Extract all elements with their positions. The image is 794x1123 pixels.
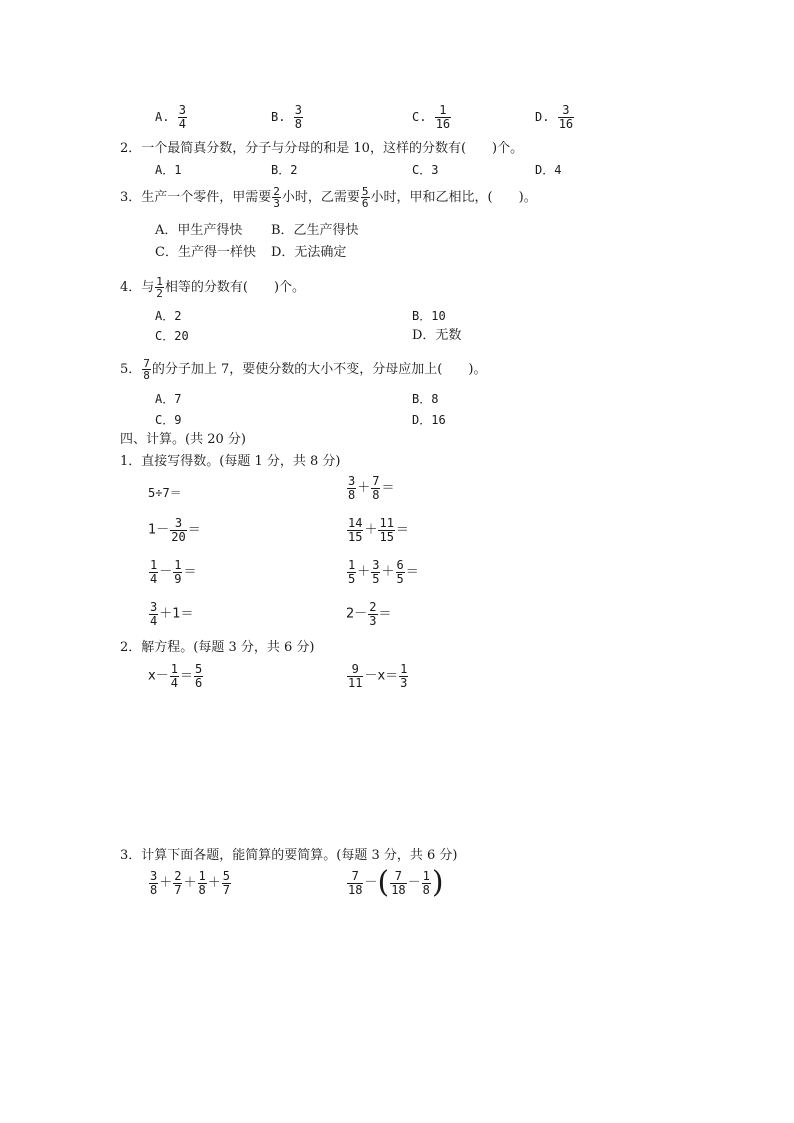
q1-option-c: C. $\frac{1}{16}$ (412, 103, 451, 131)
fraction: $\frac{2}{3}$ (273, 185, 280, 210)
q4-stem: 4．与 $\frac{1}{2}$ 相等的分数有( )个。 (120, 275, 306, 300)
calc-expr-1: 5÷7＝ (148, 486, 182, 500)
q5-option-c: C．9 (155, 413, 182, 427)
calc-expr-3: 1－ $\frac{3}{20}$ ＝ (148, 516, 201, 544)
subsection-1-title: 1．直接写得数。(每题 1 分，共 8 分) (120, 454, 341, 469)
q1-option-b: B. $\frac{3}{8}$ (271, 103, 302, 131)
calc-expr-4: $\frac{14}{15}$ ＋ $\frac{11}{15}$ ＝ (348, 516, 409, 544)
fraction: $\frac{1}{16}$ (435, 103, 451, 131)
fraction: $\frac{3}{4}$ (178, 103, 186, 131)
simplify-expr-2: $\frac{7}{18}$ －( $\frac{7}{18}$ － $\frac{1}{8}$ ) (348, 865, 444, 900)
equation-2: $\frac{9}{11}$ －x＝ $\frac{1}{3}$ (348, 662, 408, 690)
q2-option-d: D．4 (535, 163, 562, 177)
q5-option-d: D．16 (412, 413, 446, 427)
calc-expr-5: $\frac{1}{4}$ － $\frac{1}{9}$ ＝ (150, 558, 197, 586)
fraction: $\frac{11}{15}$ (379, 516, 394, 544)
fraction: $\frac{1}{9}$ (174, 558, 182, 586)
calc-expr-8: 2－ $\frac{2}{3}$ ＝ (346, 600, 392, 628)
q5-option-b: B．8 (412, 392, 439, 406)
q3-option-b: B．乙生产得快 (271, 223, 359, 238)
fraction: $\frac{3}{8}$ (348, 474, 356, 502)
fraction: $\frac{7}{18}$ (391, 868, 406, 897)
calc-expr-7: $\frac{3}{4}$ ＋1＝ (150, 600, 194, 628)
fraction: $\frac{3}{8}$ (294, 103, 302, 131)
q5-option-a: A．7 (155, 392, 182, 406)
fraction: $\frac{7}{8}$ (143, 357, 150, 382)
q1-option-d: D. $\frac{3}{16}$ (535, 103, 574, 131)
calc-expr-2: $\frac{3}{8}$ ＋ $\frac{7}{8}$ ＝ (348, 474, 395, 502)
fraction: $\frac{2}{7}$ (174, 869, 182, 897)
simplify-expr-1: $\frac{3}{8}$ ＋ $\frac{2}{7}$ ＋ $\frac{1}{8}$ ＋ $\frac{5}{7}$ (150, 869, 230, 897)
fraction: $\frac{5}{7}$ (222, 869, 230, 897)
q3-option-c: C．生产得一样快 (155, 245, 256, 260)
fraction: $\frac{9}{11}$ (348, 662, 363, 690)
q2-stem: 2．一个最简真分数，分子与分母的和是 10，这样的分数有( )个。 (120, 141, 524, 156)
q4-option-d: D．无数 (412, 328, 462, 343)
fraction: $\frac{2}{3}$ (369, 600, 377, 628)
q2-option-b: B．2 (271, 163, 298, 177)
q4-option-c: C．20 (155, 329, 189, 343)
q5-stem: 5． $\frac{7}{8}$ 的分子加上 7，要使分数的大小不变，分母应加上( )。 (120, 357, 487, 382)
fraction: $\frac{1}{4}$ (150, 558, 158, 586)
q3-stem: 3．生产一个零件，甲需要 $\frac{2}{3}$ 小时，乙需要 $\frac{5}{6}$ 小时，甲和乙相比，( )。 (120, 185, 537, 210)
fraction: $\frac{5}{6}$ (194, 662, 203, 690)
fraction: $\frac{7}{18}$ (348, 868, 363, 897)
fraction: $\frac{3}{16}$ (558, 103, 574, 131)
q3-option-a: A．甲生产得快 (155, 223, 243, 238)
fraction: $\frac{3}{4}$ (150, 600, 158, 628)
fraction: $\frac{1}{3}$ (400, 662, 408, 690)
fraction: $\frac{6}{5}$ (396, 558, 404, 586)
q4-option-b: B．10 (412, 309, 446, 323)
fraction: $\frac{3}{8}$ (150, 869, 158, 897)
fraction: $\frac{1}{2}$ (156, 275, 163, 300)
fraction: $\frac{1}{5}$ (348, 558, 356, 586)
fraction: $\frac{3}{5}$ (372, 558, 380, 586)
fraction: $\frac{3}{20}$ (171, 516, 186, 544)
fraction: $\frac{5}{6}$ (361, 185, 369, 210)
fraction: $\frac{1}{8}$ (198, 869, 206, 897)
fraction: $\frac{1}{4}$ (170, 662, 178, 690)
fraction: $\frac{14}{15}$ (348, 516, 363, 544)
section-title: 四、计算。(共 20 分) (120, 432, 246, 447)
calc-expr-6: $\frac{1}{5}$ ＋ $\frac{3}{5}$ ＋ $\frac{6}{5}$ ＝ (348, 558, 419, 586)
q2-option-a: A．1 (155, 163, 182, 177)
q4-option-a: A．2 (155, 309, 182, 323)
fraction: $\frac{1}{8}$ (422, 868, 430, 897)
subsection-2-title: 2．解方程。(每题 3 分，共 6 分) (120, 640, 315, 655)
fraction: $\frac{7}{8}$ (372, 474, 380, 502)
subsection-3-title: 3．计算下面各题，能简算的要简算。(每题 3 分，共 6 分) (120, 848, 458, 863)
q3-option-d: D．无法确定 (271, 245, 347, 260)
q2-option-c: C．3 (412, 163, 439, 177)
q1-option-a: A. $\frac{3}{4}$ (155, 103, 186, 131)
equation-1: x－ $\frac{1}{4}$ ＝ $\frac{5}{6}$ (148, 662, 203, 690)
